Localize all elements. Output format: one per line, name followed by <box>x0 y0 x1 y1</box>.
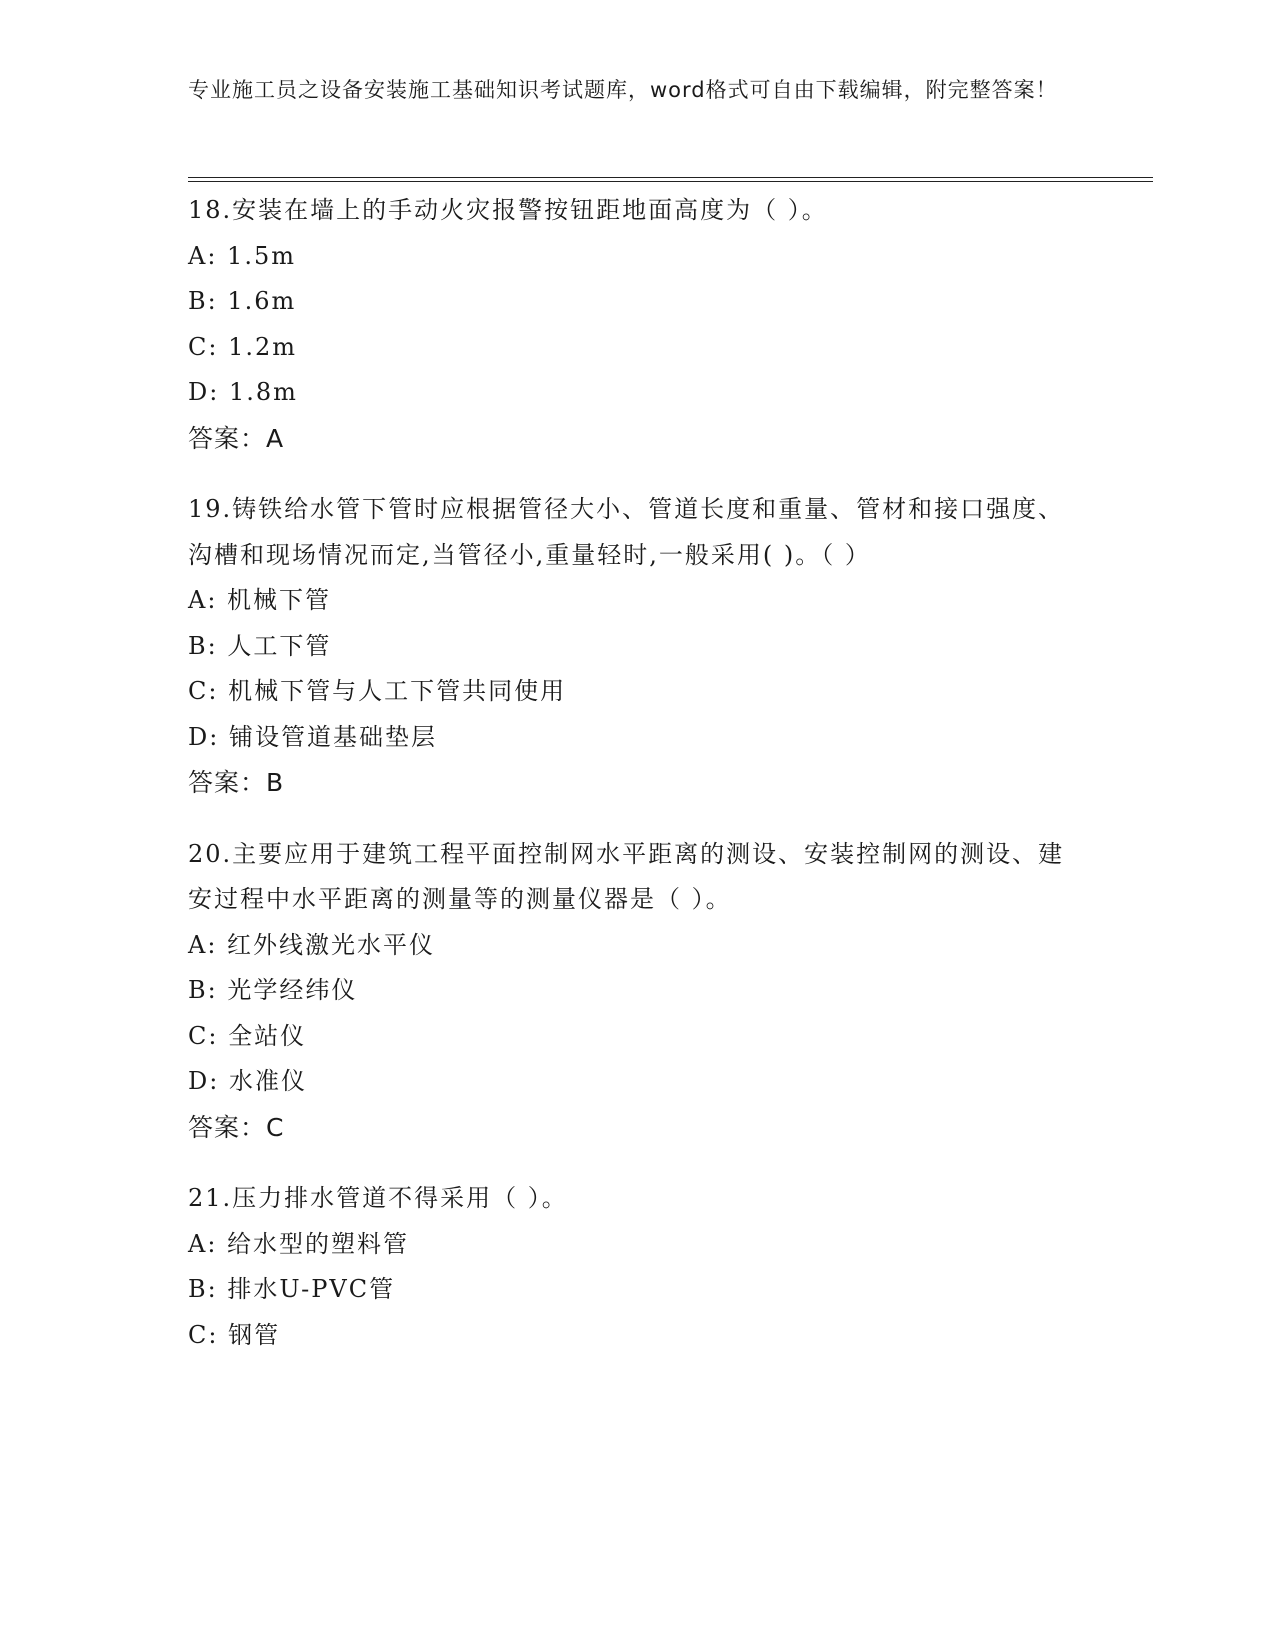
option-d: D: 铺设管道基础垫层 <box>188 722 437 751</box>
option-b: B: 1.6m <box>188 287 297 315</box>
option-c: C: 钢管 <box>188 1320 281 1349</box>
option-c: C: 机械下管与人工下管共同使用 <box>188 677 567 705</box>
header-divider-bottom <box>188 181 1153 182</box>
option-c: C: 1.2m <box>188 332 298 361</box>
question-20 <box>188 832 1088 1151</box>
option-a: A: 红外线激光水平仪 <box>188 930 436 959</box>
option-b: B: 排水U-PVC管 <box>188 1275 396 1303</box>
option-d: D: 1.8m <box>188 378 298 406</box>
question-stem: 21.压力排水管道不得采用（ ）。 <box>188 1184 568 1212</box>
option-b: B: 人工下管 <box>188 631 332 660</box>
question-21 <box>188 1176 1088 1358</box>
question-list <box>188 188 1088 1384</box>
answer: 答案：B <box>188 768 285 797</box>
option-a: A: 机械下管 <box>188 586 332 614</box>
answer: 答案：A <box>188 423 285 453</box>
answer: 答案：C <box>188 1112 285 1142</box>
question-stem: 19.铸铁给水管下管时应根据管径大小、管道长度和重量、管材和接口强度、沟槽和现场情况而定,当管径小,重量轻时,一般采用( )。（ ） <box>188 495 1065 569</box>
question-19 <box>188 487 1088 806</box>
option-b: B: 光学经纬仪 <box>188 976 358 1004</box>
question-stem: 20.主要应用于建筑工程平面控制网水平距离的测设、安装控制网的测设、建安过程中水平距离的测量等的测量仪器是（ ）。 <box>188 839 1065 913</box>
document-header: 专业施工员之设备安装施工基础知识考试题库，word格式可自由下载编辑，附完整答案！ <box>188 78 1058 102</box>
option-d: D: 水准仪 <box>188 1067 307 1095</box>
option-c: C: 全站仪 <box>188 1021 307 1050</box>
option-a: A: 1.5m <box>188 241 296 270</box>
header-divider-top <box>188 177 1153 178</box>
question-18 <box>188 188 1088 461</box>
question-stem: 18.安装在墙上的手动火灾报警按钮距地面高度为（ ）。 <box>188 196 828 224</box>
option-a: A: 给水型的塑料管 <box>188 1229 410 1258</box>
